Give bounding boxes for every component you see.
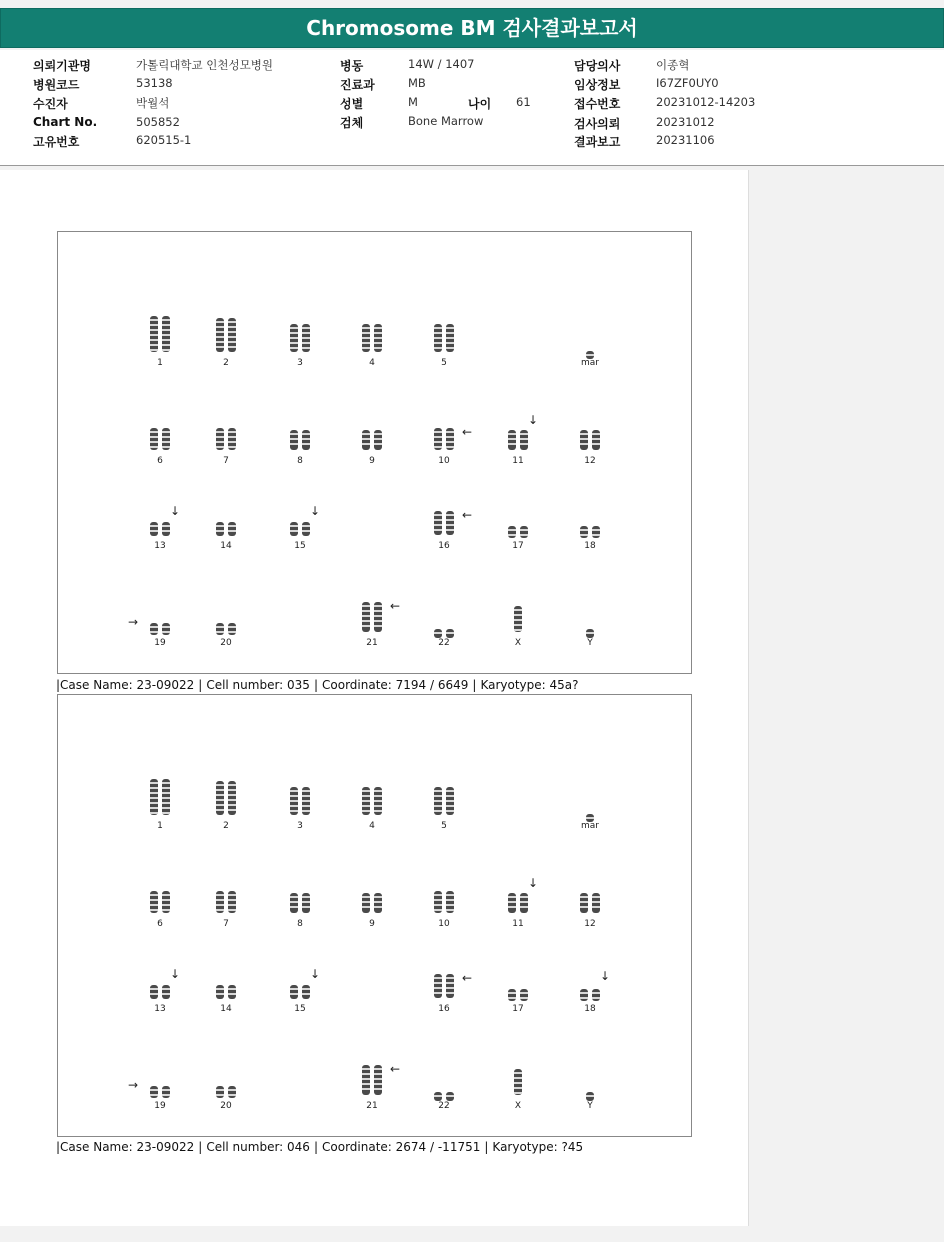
chromosome-label: 20 (220, 1101, 232, 1111)
chromosome-20 (216, 1083, 236, 1095)
label-patient-name: 수진자 (33, 97, 68, 111)
chromosome-label: X (514, 1101, 522, 1111)
label-sex: 성별 (340, 97, 364, 111)
chromosome-y (586, 1086, 594, 1095)
chromosome-label: 12 (584, 456, 596, 466)
chromosome-21 (362, 1065, 382, 1095)
arrow-down-icon: ↓ (310, 967, 321, 981)
report-title: Chromosome BM 검사결과보고서 (0, 8, 944, 48)
arrow-left-icon: ← (390, 1062, 401, 1076)
value-sex: M (408, 95, 418, 109)
chromosome-label: mar (581, 821, 599, 831)
chromosome-6 (150, 428, 170, 450)
chromosome-y (586, 623, 594, 632)
chromosome-7 (216, 891, 236, 913)
chromosome-3 (290, 324, 310, 352)
chromosome-5 (434, 324, 454, 352)
chromosome-9 (362, 430, 382, 450)
label-hospital-code: 병원코드 (33, 78, 80, 92)
label-physician: 담당의사 (574, 59, 621, 73)
karyotype: Karyotype: ?45 (492, 1140, 584, 1154)
chromosome-label: 3 (297, 821, 303, 831)
label-receipt-number: 접수번호 (574, 97, 621, 111)
arrow-down-icon: ↓ (528, 413, 539, 427)
chromosome-label: 22 (438, 1101, 450, 1111)
chromosome-20 (216, 620, 236, 632)
chromosome-label: 9 (369, 456, 375, 466)
karyogram-caption-1: |Case Name: 23-09022 | Cell number: 035 | Coordinate: 7194 / 6649 | Karyotype: 45a? (56, 678, 579, 692)
patient-info-section (0, 50, 944, 166)
karyogram-panel-2 (57, 694, 692, 1137)
label-requesting-institution: 의뢰기관명 (33, 59, 91, 73)
arrow-left-icon: ← (390, 599, 401, 613)
chromosome-label: 22 (438, 638, 450, 648)
chromosome-7 (216, 428, 236, 450)
chromosome-label: 13 (154, 1004, 166, 1014)
chromosome-x (514, 606, 522, 632)
value-hospital-code: 53138 (136, 76, 173, 90)
chromosome-18 (580, 523, 600, 535)
chromosome-label: Y (587, 1101, 593, 1111)
label-age: 나이 (468, 97, 492, 111)
value-ward: 14W / 1407 (408, 57, 475, 71)
chromosome-1 (150, 779, 170, 815)
chromosome-label: 4 (369, 358, 375, 368)
chromosome-label: 14 (220, 1004, 232, 1014)
chromosome-15 (290, 521, 310, 535)
arrow-left-icon: ← (462, 971, 473, 985)
chromosome-11 (508, 893, 528, 913)
chromosome-3 (290, 787, 310, 815)
chromosome-15 (290, 984, 310, 998)
arrow-down-icon: ↓ (600, 969, 611, 983)
arrow-down-icon: ↓ (170, 504, 181, 518)
chromosome-8 (290, 430, 310, 450)
chromosome-label: 16 (438, 1004, 450, 1014)
chromosome-12 (580, 430, 600, 450)
label-chart-no: Chart No. (33, 115, 98, 129)
value-receipt-number: 20231012-14203 (656, 95, 756, 109)
chromosome-label: 8 (297, 456, 303, 466)
chromosome-label: 21 (366, 638, 378, 648)
chromosome-10 (434, 891, 454, 913)
chromosome-label: 10 (438, 919, 450, 929)
chromosome-12 (580, 893, 600, 913)
chromosome-16 (434, 511, 454, 535)
coordinate: Coordinate: 2674 / -11751 (322, 1140, 481, 1154)
coordinate: Coordinate: 7194 / 6649 (322, 678, 469, 692)
chromosome-label: 5 (441, 821, 447, 831)
value-unique-id: 620515-1 (136, 133, 192, 147)
chromosome-22 (434, 1086, 454, 1095)
label-department: 진료과 (340, 78, 375, 92)
chromosome-label: X (514, 638, 522, 648)
value-age: 61 (516, 95, 531, 109)
chromosome-10 (434, 428, 454, 450)
case-name: Case Name: 23-09022 (60, 678, 195, 692)
chromosome-label: 16 (438, 541, 450, 551)
chromosome-21 (362, 602, 382, 632)
cell-number: Cell number: 035 (206, 678, 310, 692)
karyogram-caption-2: |Case Name: 23-09022 | Cell number: 046 | Coordinate: 2674 / -11751 | Karyotype: ?45 (56, 1140, 584, 1154)
chromosome-5 (434, 787, 454, 815)
value-patient-name: 박월석 (136, 96, 170, 110)
chromosome-6 (150, 891, 170, 913)
chromosome-9 (362, 893, 382, 913)
cell-number: Cell number: 046 (206, 1140, 310, 1154)
chromosome-4 (362, 324, 382, 352)
chromosome-16 (434, 974, 454, 998)
chromosome-label: 15 (294, 541, 306, 551)
chromosome-1 (150, 316, 170, 352)
chromosome-label: 21 (366, 1101, 378, 1111)
chromosome-label: 11 (512, 456, 524, 466)
chromosome-label: Y (587, 638, 593, 648)
value-clinical-info: I67ZF0UY0 (656, 76, 719, 90)
chromosome-19 (150, 1083, 170, 1095)
chromosome-label: 17 (512, 541, 524, 551)
chromosome-label: 1 (157, 821, 163, 831)
chromosome-18 (580, 986, 600, 998)
chromosome-13 (150, 521, 170, 535)
value-specimen: Bone Marrow (408, 114, 484, 128)
arrow-left-icon: ← (462, 508, 473, 522)
label-test-request-date: 검사의뢰 (574, 117, 621, 131)
chromosome-label: 7 (223, 919, 229, 929)
label-result-report-date: 결과보고 (574, 135, 621, 149)
chromosome-mar (586, 344, 594, 352)
chromosome-mar (586, 807, 594, 815)
value-physician: 이종혁 (656, 58, 690, 72)
label-ward: 병동 (340, 59, 364, 73)
chromosome-label: 1 (157, 358, 163, 368)
chromosome-14 (216, 521, 236, 535)
arrow-down-icon: ↓ (310, 504, 321, 518)
chromosome-label: 8 (297, 919, 303, 929)
value-chart-no: 505852 (136, 115, 180, 129)
chromosome-17 (508, 523, 528, 535)
chromosome-13 (150, 984, 170, 998)
label-clinical-info: 임상정보 (574, 78, 621, 92)
arrow-right-icon: → (128, 615, 139, 629)
chromosome-label: 2 (223, 358, 229, 368)
value-test-request-date: 20231012 (656, 115, 715, 129)
chromosome-label: 14 (220, 541, 232, 551)
karyogram-panel-1 (57, 231, 692, 674)
arrow-down-icon: ↓ (528, 876, 539, 890)
chromosome-19 (150, 620, 170, 632)
chromosome-label: 6 (157, 919, 163, 929)
chromosome-label: 19 (154, 1101, 166, 1111)
value-requesting-institution: 가톨릭대학교 인천성모병원 (136, 58, 273, 72)
value-department: MB (408, 76, 426, 90)
chromosome-label: 20 (220, 638, 232, 648)
chromosome-label: 3 (297, 358, 303, 368)
chromosome-8 (290, 893, 310, 913)
chromosome-4 (362, 787, 382, 815)
label-unique-id: 고유번호 (33, 135, 80, 149)
chromosome-label: 19 (154, 638, 166, 648)
chromosome-label: 6 (157, 456, 163, 466)
chromosome-label: 18 (584, 541, 596, 551)
label-specimen: 검체 (340, 116, 364, 130)
chromosome-14 (216, 984, 236, 998)
chromosome-17 (508, 986, 528, 998)
chromosome-label: 2 (223, 821, 229, 831)
chromosome-label: mar (581, 358, 599, 368)
chromosome-label: 18 (584, 1004, 596, 1014)
chromosome-label: 13 (154, 541, 166, 551)
value-result-report-date: 20231106 (656, 133, 715, 147)
chromosome-label: 17 (512, 1004, 524, 1014)
chromosome-label: 12 (584, 919, 596, 929)
chromosome-label: 7 (223, 456, 229, 466)
chromosome-label: 4 (369, 821, 375, 831)
chromosome-label: 15 (294, 1004, 306, 1014)
arrow-down-icon: ↓ (170, 967, 181, 981)
chromosome-11 (508, 430, 528, 450)
chromosome-label: 10 (438, 456, 450, 466)
chromosome-2 (216, 318, 236, 352)
chromosome-label: 9 (369, 919, 375, 929)
chromosome-22 (434, 623, 454, 632)
chromosome-2 (216, 781, 236, 815)
chromosome-label: 5 (441, 358, 447, 368)
case-name: Case Name: 23-09022 (60, 1140, 195, 1154)
chromosome-label: 11 (512, 919, 524, 929)
arrow-left-icon: ← (462, 425, 473, 439)
arrow-right-icon: → (128, 1078, 139, 1092)
karyotype: Karyotype: 45a? (480, 678, 579, 692)
chromosome-x (514, 1069, 522, 1095)
